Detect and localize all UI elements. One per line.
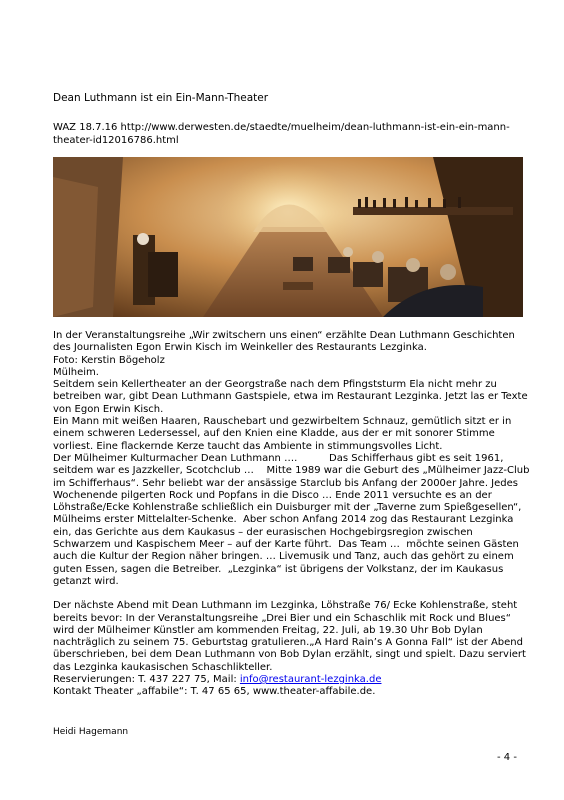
page-number: - 4 - (497, 752, 517, 763)
source-line: WAZ 18.7.16 http://www.derwesten.de/staedte/muelheim/dean-luthmann-ist-ein-ein-mann-theater-id12016786.html (53, 122, 510, 146)
contact-line: Kontakt Theater „affabile“: T. 47 65 65, www.theater-affabile.de. (53, 686, 376, 698)
paragraph-3: Der Mülheimer Kulturmacher Dean Luthmann …. Das Schifferhaus gibt es seit 1961, seitdem war es Jazzkeller, Scotchclub … Mitte 1989 war die Geburt des „Mülheimer Jazz-Club im Schifferhaus“. Sehr beliebt war der ansässige Starclub bis Anfang der 2000er Jahre. Jedes Wochenende pilgerten Rock und Popfans in die Disco … Ende 2011 versuchte es an der Löhstraße/Ecke Kohlenstraße schließlich ein Duisburger mit der „Taverne zum Spießgesellen“, Mülheims erster Mittelalter-Schenke. Aber schon Anfang 2014 zog das Restaurant Lezginka ein, das Gerichte aus dem Kaukasus – der eurasischen Hochgebirgsregion zwischen Schwarzem und Kaspischem Meer – auf der Karte führt. Das Team … möchte seinen Gästen auch die Kultur der Region näher bringen. … Livemusik und Tanz, auch das gehört zu einem guten Essen, sagen die Betreiber. „Lezginka“ ist übrigens der Volkstanz, der im Kaukasus getanzt wird. (53, 452, 533, 587)
article-body (53, 330, 531, 699)
article-photo (53, 157, 523, 317)
author-name: Heidi Hagemann (53, 727, 129, 737)
paragraph-gap (53, 588, 531, 600)
place-line: Mülheim. (53, 366, 99, 378)
paragraph-1: Seitdem sein Kellertheater an der Georgstraße nach dem Pfingststurm Ela nicht mehr zu betreiben war, gibt Dean Luthmann Gastspiele, etwa im Restaurant Lezginka. Jetzt las er Texte von Egon Erwin Kisch. (53, 379, 528, 415)
article-title: Dean Luthmann ist ein Ein-Mann-Theater (53, 92, 269, 104)
photo-credit: Foto: Kerstin Bögeholz (53, 354, 165, 366)
paragraph-2: Ein Mann mit weißen Haaren, Rauschebart und gezwirbeltem Schnauz, gemütlich sitzt er in einem schweren Ledersessel, auf den Knien eine Kladde, aus der er mit sonorer Stimme vorliest. Eine flackernde Kerze taucht das Ambiente in stimmungsvolles Licht. (53, 416, 512, 452)
photo-caption: In der Veranstaltungsreihe „Wir zwitschern uns einen“ erzählte Dean Luthmann Geschichten des Journalisten Egon Erwin Kisch im Weinkeller des Restaurants Lezginka. (53, 330, 515, 354)
email-link[interactable]: info@restaurant-lezginka.de (239, 674, 382, 686)
reservation-prefix: Reservierungen: T. 437 227 75, Mail: (53, 674, 240, 686)
paragraph-4: Der nächste Abend mit Dean Luthmann im Lezginka, Löhstraße 76/ Ecke Kohlenstraße, steht bereits bevor: In der Veranstaltungsreihe „Drei Bier und ein Schaschlik mit Rock und Blues“ wird der Mülheimer Künstler am kommenden Freitag, 22. Juli, ab 19.30 Uhr Bob Dylan nachträglich zu seinem 75. Geburtstag gratulieren.„A Hard Rain’s A Gonna Fall“ ist der Abend überschrieben, bei dem Dean Luthmann von Bob Dylan erzählt, singt und spielt. Dazu serviert das Lezginka kaukasischen Schaschlikteller. (53, 600, 526, 673)
reservation-line (53, 674, 531, 686)
